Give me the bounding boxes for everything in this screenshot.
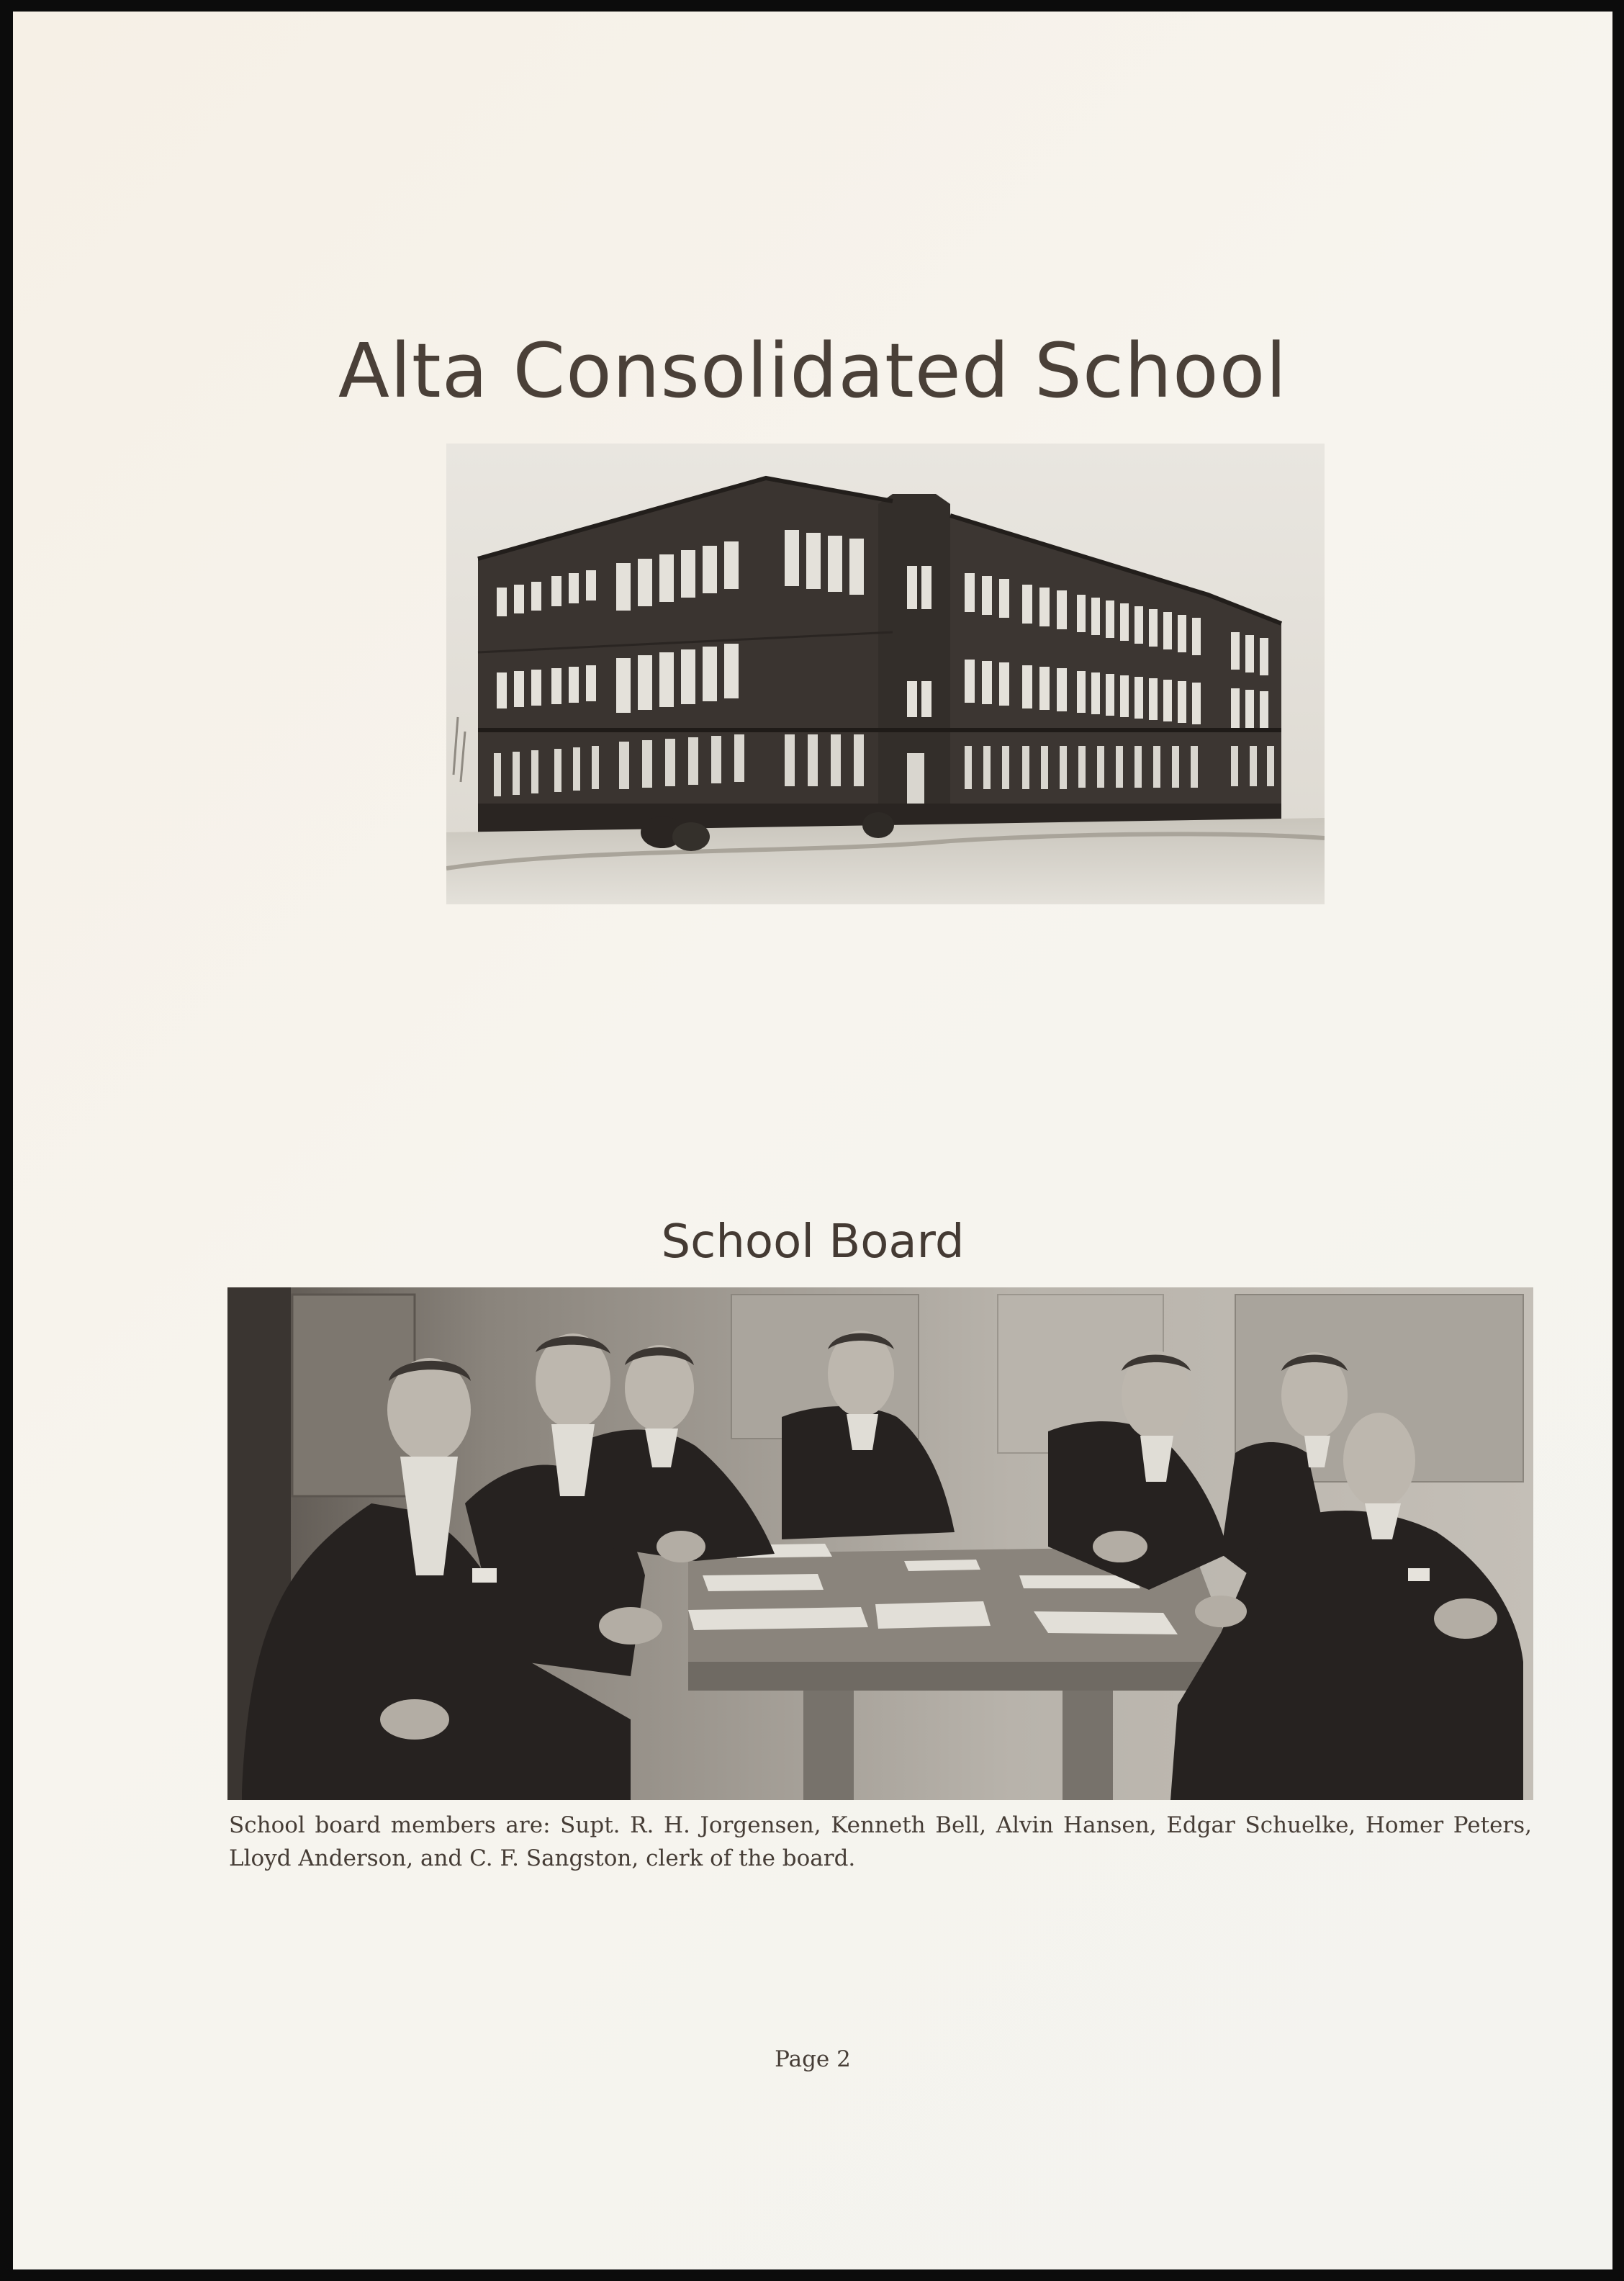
section-heading: School Board — [661, 1215, 965, 1269]
school-building-photo — [446, 444, 1325, 904]
page-title: Alta Consolidated School — [338, 327, 1288, 415]
photo-caption: School board members are: Supt. R. H. Jorgensen, Kenneth Bell, Alvin Hansen, Edgar Schuelke, Homer Peters, Lloyd Anderson, and C. F. Sangston, clerk of the board. — [229, 1812, 1532, 1871]
page-number: Page 2 — [775, 2046, 851, 2072]
school-board-photo — [227, 1287, 1533, 1800]
yearbook-page — [13, 12, 1612, 2269]
